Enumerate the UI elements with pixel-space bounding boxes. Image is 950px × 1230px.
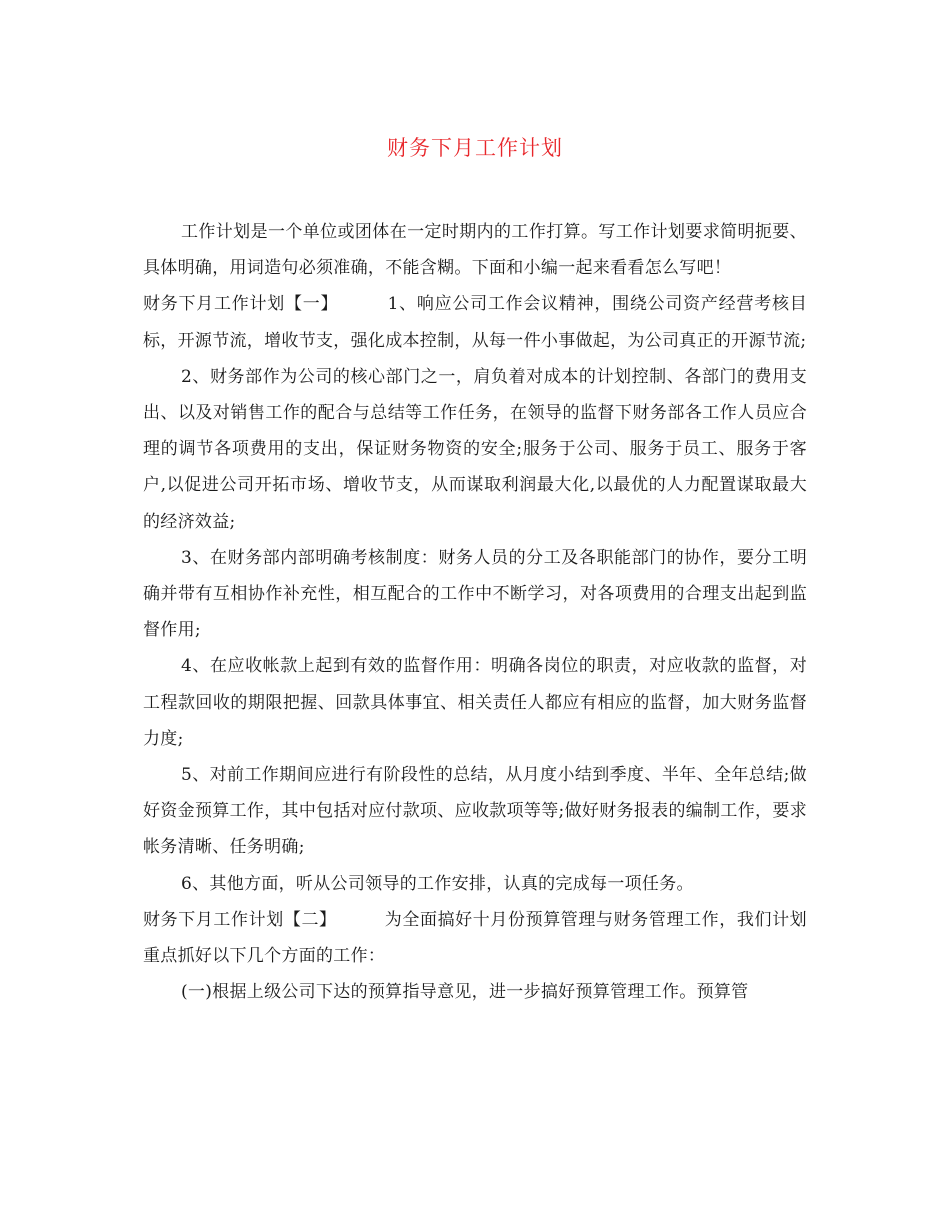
section1-first-paragraph [143,286,807,358]
document-body [143,214,807,1010]
intro-paragraph: 工作计划是一个单位或团体在一定时期内的工作打算。写工作计划要求简明扼要、具体明确，用词造句必须准确，不能含糊。下面和小编一起来看看怎么写吧！ [143,222,807,279]
section1-item2: 2、财务部作为公司的核心部门之一，肩负着对成本的计划控制、各部门的费用支出、以及对销售工作的配合与总结等工作任务，在领导的监督下财务部各工作人员应合理的调节各项费用的支出，保证财务物资的安全;服务于公司、服务于员工、服务于客户,以促进公司开拓市场、增收节支，从而谋取利润最大化,以最优的人力配置谋取最大的经济效益; [143,366,807,532]
section1-item3: 3、在财务部内部明确考核制度：财务人员的分工及各职能部门的协作，要分工明确并带有互相协作补充性，相互配合的工作中不断学习，对各项费用的合理支出起到监督作用; [143,547,807,641]
section2-lead: 为全面搞好十月份预算管理与财务管理工作，我们计划重点抓好以下几个方面的工作： [143,909,807,967]
section2-heading: 财务下月工作计划【二】 [143,909,337,930]
section1-item1: 1、响应公司工作会议精神，围绕公司资产经营考核目标，开源节流，增收节支，强化成本控制，从每一件小事做起，为公司真正的开源节流; [143,294,807,351]
section1-item4: 4、在应收帐款上起到有效的监督作用：明确各岗位的职责，对应收款的监督，对工程款回收的期限把握、回款具体事宜、相关责任人都应有相应的监督，加大财务监督力度; [143,656,807,749]
section1-heading: 财务下月工作计划【一】 [143,294,339,315]
section2-item1: (一)根据上级公司下达的预算指导意见，进一步搞好预算管理工作。预算管 [181,982,749,1003]
section2-first-paragraph [143,902,807,974]
section1-item6: 6、其他方面，听从公司领导的工作安排，认真的完成每一项任务。 [181,873,694,894]
document-title: 财务下月工作计划 [387,136,563,160]
section1-item5: 5、对前工作期间应进行有阶段性的总结，从月度小结到季度、半年、全年总结;做好资金预算工作，其中包括对应付款项、应收款项等等;做好财务报表的编制工作，要求帐务清晰、任务明确; [143,765,807,858]
